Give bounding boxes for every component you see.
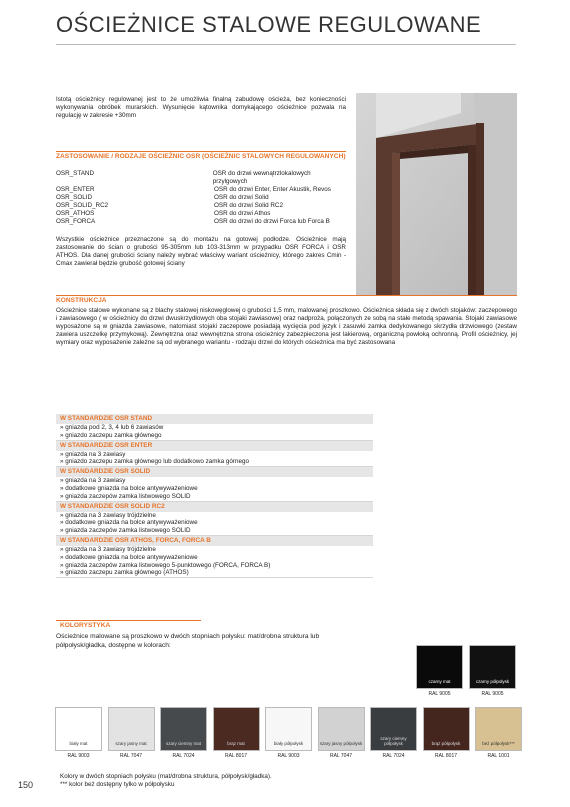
swatch-label: biały półpołysk	[273, 741, 304, 746]
color-swatch	[318, 707, 365, 751]
construction-heading: KONSTRUKCJA	[56, 297, 107, 304]
usage-heading: ZASTOSOWANIE / RODZAJE OŚCIEŻNIC OSR (OŚCIEŻNIC STALOWYCH REGULOWANYCH)	[56, 153, 346, 160]
color-swatch	[108, 707, 155, 751]
color-swatch	[265, 707, 312, 751]
standard-item: » gniazda pod 2, 3, 4 lub 6 zawiasów	[60, 424, 164, 431]
standard-item: » gniazda na 3 zawiasy trójdzielne	[60, 511, 156, 519]
swatch-ral-code: RAL 9005	[428, 691, 451, 697]
colors-heading: KOLORYSTYKA	[60, 622, 111, 629]
color-swatch	[469, 645, 516, 689]
swatch-label: szary jasny półpołysk	[319, 741, 363, 746]
color-swatch	[423, 707, 470, 751]
model-description: OSR do drzwi Athos	[214, 210, 271, 217]
swatch-ral-code: RAL 9003	[67, 753, 90, 759]
usage-note: Wszystkie ościeżnice przeznaczone są do montażu na gotowej podłodze. Ościeżnice mają zastosowanie do ścian o grubości 95-305mm lub 103-313mm w przypadku OSR FORCA i OSR ATHOS. Dla danej grubości ściany należy wybrać właściwy wariant ościeżnicy, którego zakres Cmin - Cmax zawierał będzie grubość gotowej ściany	[56, 236, 346, 267]
standard-item: » gniazda na 3 zawiasy trójdzielne	[60, 545, 156, 553]
swatch-label: brąz mat	[227, 741, 245, 746]
swatch-label: szary ciemny mat	[165, 741, 201, 746]
swatch-label: beż półpołysk***	[482, 741, 515, 746]
swatch-ral-code: RAL 7047	[119, 753, 143, 759]
swatch-ral-code: RAL 9005	[481, 691, 504, 697]
standard-item: » gniazda na 3 zawiasy	[60, 450, 126, 458]
swatch-label: szary jasny mat	[115, 741, 147, 746]
color-swatch	[370, 707, 417, 751]
color-swatch	[160, 707, 207, 751]
swatch-ral-code: RAL 7047	[329, 753, 353, 759]
standard-item: » dodatkowe gniazda na bolce antywyważeniowe	[60, 484, 198, 492]
model-description: OSR do drzwi Enter, Enter Akustik, Revos	[214, 186, 331, 193]
model-code: OSR_STAND	[56, 170, 95, 177]
swatch-ral-code: RAL 8017	[434, 753, 458, 759]
model-description: OSR do drzwi Solid	[214, 194, 269, 201]
page-title: OŚCIEŻNICE STALOWE REGULOWANE	[56, 12, 482, 37]
standard-item: » gniazda zaczepów zamka listwowego 5-punktowego (FORCA, FORCA B)	[60, 561, 271, 569]
construction-text: Ościeżnice stalowe wykonane są z blachy stalowej niskowęglowej o grubości 1,5 mm, malowanej proszkowo. Ościeżnica składa się z dwóch stojaków: zaczepowego i zawiasowego ( w ościeżnicy do drzwi dwuskrzydłowych oba stojaki zawiasowe) oraz nadproża, połączonych ze sobą na stałe metodą spawania. Stojaki zawiasowe wyposażone są w gniazda zawiasowe, natomiast stojaki zaczepowe posiadają wycięcia pod język i zasuwki zamka dedykowanego skrzydła drzwiowego (zestaw zawiera uszczelkę przymykową). Zewnętrzna oraz wewnętrzna strona ościeżnicy zabezpieczona jest lakierową, organiczną powłoką ochronną. Profil ościeżnicy, jej wymiary oraz wyposażenie zależne są od wybranego wariantu - rodzaju drzwi do których ościeżnica ma być zastosowana	[56, 307, 517, 346]
standard-item: » dodatkowe gniazda na bolce antywyważeniowe	[60, 553, 198, 561]
color-swatch	[213, 707, 260, 751]
colors-text: Ościeżnice malowane są proszkowo w dwóch stopniach połysku: mat/drobna struktura lub półpołysk/gładka, dostępne w kolorach:	[56, 633, 320, 649]
model-description: OSR do drzwi do drzwi Forca lub Forca B	[214, 218, 330, 225]
standard-item: » gniazdo zaczepu zamka głównego (ATHOS)	[60, 569, 189, 577]
swatch-ral-code: RAL 7024	[382, 753, 405, 759]
standard-item: » gniazda zaczepów zamka listwowego SOLID	[60, 492, 191, 500]
swatch-label: czarny mat	[428, 679, 451, 684]
standard-item: » gniazda zaczepów zamka listwowego SOLID	[60, 527, 191, 535]
model-code: OSR_SOLID	[56, 194, 93, 201]
model-code: OSR_ENTER	[56, 186, 95, 193]
standard-heading: W STANDARDZIE OSR STAND	[56, 414, 373, 424]
model-code: OSR_SOLID_RC2	[56, 202, 109, 209]
model-description: OSR do drzwi wewnątrzlokalowych przylgowych	[212, 170, 311, 185]
swatch-label: szary ciemny półpołysk	[380, 736, 407, 746]
color-swatch	[55, 707, 102, 751]
swatch-ral-code: RAL 7024	[172, 753, 195, 759]
model-description: OSR do drzwi Solid RC2	[214, 202, 283, 209]
standard-item: » gniazdo zaczepu zamka głównego lub dodatkowo zamka górnego	[60, 458, 250, 466]
swatch-ral-code: RAL 1001	[487, 753, 510, 759]
footnote	[60, 773, 272, 789]
intro-paragraph: Istotą ościeżnicy regulowanej jest to że umożliwia finalną zabudowę ościeża, bez konieczności wykonywania obróbek murarskich. Wysunięcie kątownika domykającego ościeżnice pozwala na regulację w zakresie +30mm	[56, 96, 346, 119]
standard-item: » gniazdo zaczepu zamka głównego	[60, 431, 162, 439]
color-swatch	[416, 645, 463, 689]
page-number: 150	[18, 780, 34, 790]
color-swatch	[475, 707, 522, 751]
footnote-line-2: *** kolor beż dostępny tylko w półpołysku	[60, 781, 175, 788]
standard-heading: W STANDARDZIE OSR ATHOS, FORCA, FORCA B	[56, 536, 373, 546]
standard-item: » gniazda na 3 zawiasy	[60, 477, 126, 485]
swatch-label: biały mat	[69, 741, 88, 746]
swatch-label: brąz półpołysk	[431, 741, 461, 746]
swatch-label: czarny półpołysk	[475, 679, 510, 684]
swatch-ral-code: RAL 8017	[224, 753, 248, 759]
model-code: OSR_ATHOS	[56, 210, 95, 217]
footnote-line-1: Kolory w dwóch stopniach połysku (mat/drobna struktura, półpołysk/gładka).	[60, 773, 272, 780]
standard-heading: W STANDARDZIE OSR SOLID	[56, 467, 373, 477]
standard-heading: W STANDARDZIE OSR ENTER	[56, 441, 373, 451]
swatch-ral-code: RAL 9003	[277, 753, 300, 759]
model-code: OSR_FORCA	[56, 218, 96, 225]
standard-heading: W STANDARDZIE OSR SOLID RC2	[56, 502, 373, 512]
standard-item: » dodatkowe gniazda na bolce antywyważeniowe	[60, 519, 198, 527]
